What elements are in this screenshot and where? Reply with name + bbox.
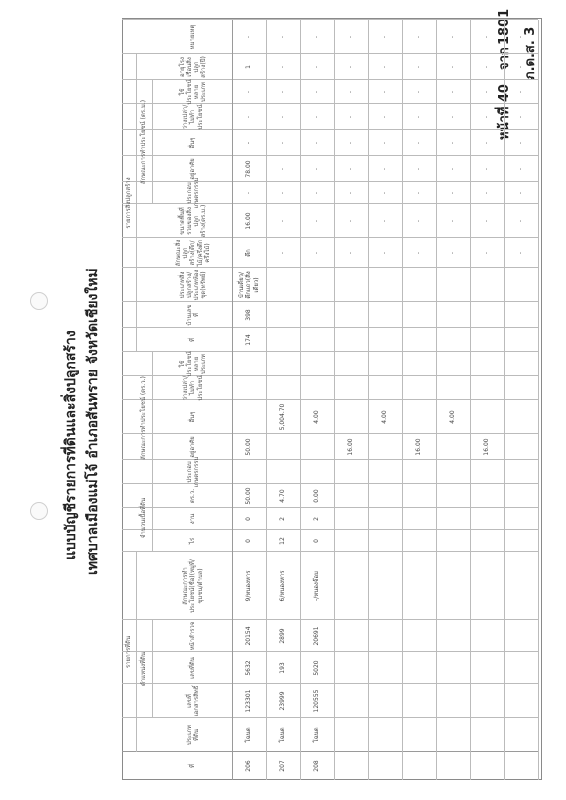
dash-cell: - [449,191,456,195]
page-total: 1801 [497,8,512,45]
land-cell-type: โฉนด [313,727,320,743]
grid-line [122,327,538,328]
register-table [122,18,542,780]
punch-hole-right [30,292,48,310]
header-building-usage-group: ลักษณะการทำประโยชน์ (ตร.ม.) [140,99,147,185]
building-age: 1 [245,65,252,69]
header-both: อื่นๆ [189,137,197,149]
dash-cell: - [449,115,456,119]
building-house-no: 398 [245,309,252,321]
dash-cell: - [279,141,286,145]
land-cell-res: 16.00 [347,438,354,456]
header-res: อยู่อาศัย [189,436,197,458]
dash-cell: - [517,65,524,69]
land-cell-ngan: 0 [245,517,252,521]
land-cell-ngan: 2 [313,517,320,521]
land-cell-type: โฉนด [279,727,286,743]
grid-line [152,80,153,204]
land-cell-type: โฉนด [245,727,252,743]
header-barea: ขนาดพื้นที่รวมของสิ่งปลูกสร้าง(ตร.ม.) [178,204,208,238]
dash-cell: - [245,35,252,39]
dash-cell: - [381,251,388,255]
dash-cell: - [483,90,490,94]
dash-cell: - [313,90,320,94]
land-cell-rai: 0 [245,539,252,543]
header-note: หมายเหตุ [189,24,197,50]
header-oth: อื่นๆ [189,411,197,423]
dash-cell: - [381,90,388,94]
header-loc: ลักษณะการทำประโยชน์(ชื่อ)(หมู่ที่/ชุมชน/ตำบล) [182,559,204,613]
land-cell-oth: 4.00 [381,410,388,424]
land-cell-parcel: 5020 [313,660,320,676]
dash-cell: - [449,167,456,171]
header-age: อายุโรงเรือนสิ่งปลูกสร้าง(ปี) [178,56,208,78]
header-usage-group: ลักษณะการทำประโยชน์ (ตร.ว.) [140,376,147,460]
land-cell-seq: 206 [245,760,252,772]
land-cell-wa: 50.00 [245,487,252,505]
dash-cell: - [381,65,388,69]
header-area-group: จำนวนเนื้อที่ดิน [140,497,147,539]
dash-cell: - [517,35,524,39]
land-cell-ngan: 2 [279,517,286,521]
building-kind: ตึก [245,249,252,257]
land-cell-survey: 2899 [279,628,286,644]
document-title: แบบบัญชีรายการที่ดินและสิ่งปลูกสร้าง [63,330,79,560]
dash-cell: - [483,65,490,69]
dash-cell: - [279,191,286,195]
dash-cell: - [347,251,354,255]
dash-cell: - [415,115,422,119]
land-cell-res: 50.00 [245,438,252,456]
land-cell-res: 16.00 [483,438,490,456]
land-cell-oth: 4.00 [313,410,320,424]
dash-cell: - [313,219,320,223]
land-cell-wa: 0.00 [313,489,320,503]
dash-cell: - [449,65,456,69]
dash-cell: - [313,65,320,69]
header-building-group: รายการสิ่งปลูกสร้าง [125,177,132,229]
dash-cell: - [483,141,490,145]
header-empty: ว่างเปล่า/ไม่ทำประโยชน์ [182,375,204,401]
grid-line [152,352,153,484]
land-cell-wa: 4.70 [279,489,286,503]
land-cell-oth: 4.00 [449,410,456,424]
dash-cell: - [449,141,456,145]
land-cell-loc: -/หนองจ๊อม [313,571,320,601]
dash-cell: - [347,65,354,69]
dash-cell: - [517,167,524,171]
dash-cell: - [483,219,490,223]
header-bmixed: ใช้ประโยชน์หลายประเภท [178,79,208,105]
land-cell-loc: 6/หนองหาร [279,570,286,602]
dash-cell: - [245,115,252,119]
grid-line [538,20,539,780]
dash-cell: - [517,251,524,255]
dash-cell: - [381,191,388,195]
dash-cell: - [381,219,388,223]
land-cell-deed: 123301 [245,689,252,713]
dash-cell: - [381,141,388,145]
form-code: ภ.ด.ส. 3 [523,26,538,80]
land-cell-seq: 208 [313,760,320,772]
page-total-label: จาก [497,47,512,70]
land-cell-oth: 5,004.70 [279,403,286,431]
document-subtitle: เทศบาลเมืองแม่โจ้ อำเภอสันทราย จังหวัดเชียงใหม่ [85,268,101,575]
header-type: ประเภทที่ดิน [185,724,200,746]
building-type: บ้านเดี่ยว/ตึกแถว(สิ่งเดียว) [238,271,260,299]
dash-cell: - [483,191,490,195]
dash-cell: - [415,90,422,94]
dash-cell: - [347,167,354,171]
header-mixed: ใช้ประโยชน์หลายประเภท [178,351,208,377]
header-btype: ประเภทสิ่งปลูกสร้าง/ประเภทห้องชุด(ทรัพย์) [178,269,208,301]
header-land-group: รายการที่ดิน [125,635,132,669]
dash-cell: - [347,115,354,119]
grid-line [136,552,137,752]
punch-hole-left [30,502,48,520]
dash-cell: - [415,65,422,69]
land-cell-res: 16.00 [415,438,422,456]
dash-cell: - [279,167,286,171]
land-cell-deed: 120555 [313,689,320,713]
dash-cell: - [279,251,286,255]
dash-cell: - [313,141,320,145]
dash-cell: - [483,115,490,119]
header-rai: ไร่ [189,537,197,545]
dash-cell: - [517,115,524,119]
dash-cell: - [483,35,490,39]
header-wa: ตร.ว. [189,488,197,504]
dash-cell: - [313,35,320,39]
dash-cell: - [347,191,354,195]
land-cell-rai: 12 [279,537,286,545]
dash-cell: - [279,115,286,119]
land-cell-parcel: 5632 [245,660,252,676]
dash-cell: - [415,219,422,223]
dash-cell: - [449,219,456,223]
grid-line [152,620,153,718]
dash-cell: - [517,90,524,94]
header-bempty: ว่างเปล่า/ไม่ทำประโยชน์ [182,104,204,130]
dash-cell: - [279,219,286,223]
grid-line [136,54,137,352]
dash-cell: - [347,90,354,94]
page-number: หน้าที่ 40 [497,84,512,140]
dash-cell: - [347,35,354,39]
land-cell-survey: 20691 [313,626,320,646]
grid-line [152,484,153,552]
land-cell-survey: 20154 [245,626,252,646]
dash-cell: - [483,167,490,171]
header-survey: หน้าสำรวจ [189,621,197,651]
dash-cell: - [381,115,388,119]
header-parcel: เลขที่ดิน [189,657,197,679]
dash-cell: - [517,191,524,195]
land-cell-rai: 0 [313,539,320,543]
header-seq: ที่ [189,764,197,768]
dash-cell: - [347,219,354,223]
dash-cell: - [381,167,388,171]
dash-cell: - [381,35,388,39]
dash-cell: - [483,251,490,255]
land-cell-loc: 9/หนองหาร [245,570,252,602]
dash-cell: - [245,191,252,195]
dash-cell: - [313,115,320,119]
land-cell-parcel: 193 [279,662,286,674]
building-other: - [245,141,252,145]
land-cell-deed: 23999 [279,691,286,711]
header-bkind: ลักษณะสิ่งปลูกสร้าง(ตึก/ไม้/ครึ่งตึกครึ่งไม้) [175,239,211,267]
dash-cell: - [415,35,422,39]
header-house: บ้านเลขที่ [185,304,200,326]
dash-cell: - [347,141,354,145]
dash-cell: - [517,219,524,223]
header-bseq: ที่ [189,338,197,342]
dash-cell: - [415,251,422,255]
dash-cell: - [279,65,286,69]
dash-cell: - [279,90,286,94]
dash-cell: - [415,141,422,145]
header-land-location: ตำแหน่งที่ดิน [140,651,147,687]
dash-cell: - [449,35,456,39]
dash-cell: - [313,167,320,171]
dash-cell: - [449,90,456,94]
grid-line [122,301,538,302]
header-agri: ประกอบเกษตรกรรม [185,456,200,488]
dash-cell: - [313,191,320,195]
land-cell-seq: 207 [279,760,286,772]
dash-cell: - [517,141,524,145]
header-bagri: ประกอบเกษตรกรรม [185,177,200,209]
building-residential: 78.00 [245,160,252,178]
dash-cell: - [415,167,422,171]
header-ngan: งาน [189,513,197,525]
dash-cell: - [449,251,456,255]
header-bres: อยู่อาศัย [189,158,197,180]
dash-cell: - [279,35,286,39]
dash-cell: - [415,191,422,195]
building-area: 16.00 [245,212,252,230]
dash-cell: - [313,251,320,255]
building-seq: 174 [245,334,252,346]
dash-cell: - [245,90,252,94]
header-deed: เลขที่เอกสารสิทธิ์ [185,685,200,717]
